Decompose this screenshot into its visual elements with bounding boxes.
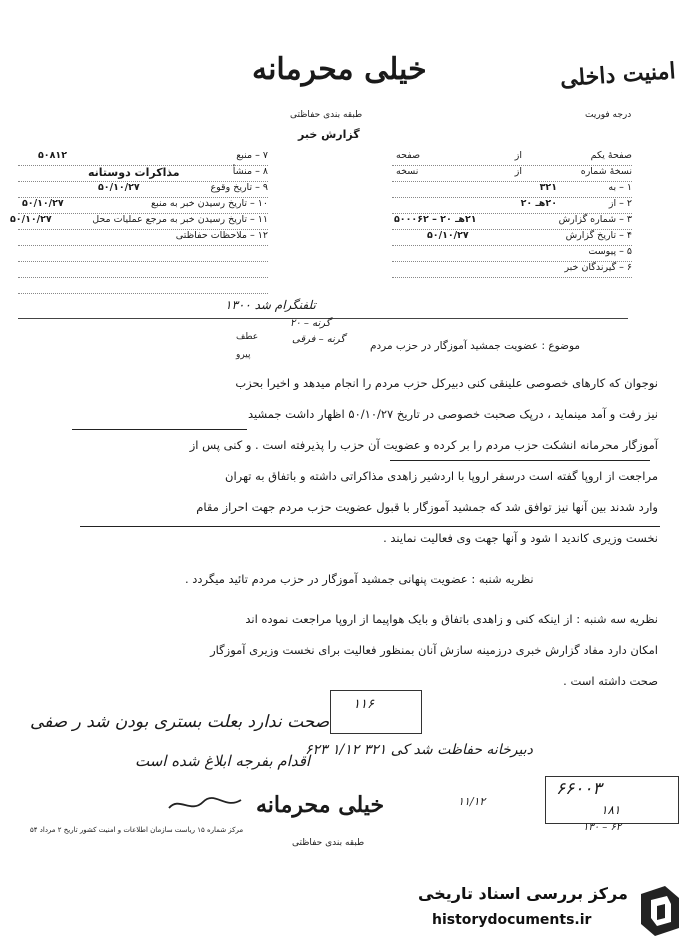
- blank-line: [18, 262, 268, 278]
- registry-stamp-box: [330, 690, 422, 734]
- field-copy-number: نسخهٔ شماره از نسخه: [392, 166, 632, 182]
- body-line: مراجعت از اروپا گفته است درسفر اروپا با اردشیر زاهدی مذاکراتی داشته و باتفاق به تهران: [225, 469, 658, 483]
- opinion-line: صحت داشته است .: [563, 674, 658, 688]
- subject-line: موضوع : عضویت جمشید آموزگار در حزب مردم: [370, 340, 581, 352]
- footer-code: ۱۳۰ – ۶۲: [583, 822, 622, 833]
- report-body: [40, 376, 658, 562]
- handwritten-annotation: اقدام بفرجه ابلاغ شده است: [135, 752, 311, 770]
- atf-prev: پیرو: [236, 350, 251, 360]
- margin-note-2: گرنه – فرقی: [292, 334, 346, 345]
- footer-classification: خیلی محرمانه: [256, 792, 385, 818]
- atf-label: عطف: [236, 332, 259, 342]
- opinion-saturday: نظریه شنبه : عضویت پنهانی جمشید آموزگار در حزب مردم تائید میگردد .: [185, 572, 534, 586]
- underline-mark: [390, 460, 650, 461]
- box-code: ۱۸۱: [601, 803, 621, 817]
- right-fields: [392, 150, 632, 278]
- footer-small-print: مرکز شماره ۱۵ ریاست سازمان اطلاعات و امنیت کشور تاریخ ۲ مرداد ۵۴: [30, 826, 244, 834]
- blank-line: [18, 246, 268, 262]
- blank-line: [18, 278, 268, 294]
- classification-heading: خیلی محرمانه: [252, 52, 427, 87]
- field-report-number: ۳ – شماره گزارش ۲۱هـ ۲۰ – ۵۰۰۰۶۲: [392, 214, 632, 230]
- field-local-received-date: ۱۱ – تاریخ رسیدن خبر به مرجع عملیات محل ۵۰/۱۰/۲۷: [18, 214, 268, 230]
- field-recipients: ۶ – گیرندگان خبر: [392, 262, 632, 278]
- signature-icon: [165, 790, 245, 820]
- body-line: نوجوان که کارهای خصوصی علینقی کنی دبیرکل حزب مردم را انجام میدهد و اخیرا بحزب: [235, 376, 658, 390]
- field-occurrence-date: ۹ – تاریخ وقوع ۵۰/۱۰/۲۷: [18, 182, 268, 198]
- date-note: ۱۱/۱۲: [458, 795, 486, 808]
- field-origin: ۸ – منشأ مذاکرات دوستانه: [18, 166, 268, 182]
- field-value: ۵۰/۱۰/۲۷: [427, 230, 469, 241]
- report-title: گزارش خبر: [298, 128, 360, 141]
- body-line: آموزگار محرمانه انشکت حزب مردم را بر کرده و عضویت آن حزب را پذیرفته است . و کنی پس از: [189, 438, 658, 452]
- field-value: ۳۲۱: [539, 182, 557, 193]
- field-report-date: ۴ – تاریخ گزارش ۵۰/۱۰/۲۷: [392, 230, 632, 246]
- field-source: ۷ – منبع ۵۰۸۱۲: [18, 150, 268, 166]
- field-value: ۲۰هـ ۲۰: [520, 198, 557, 209]
- urgency-caption: درجه فوریت: [585, 110, 632, 120]
- underline-mark: [80, 526, 660, 527]
- field-source-received-date: ۱۰ – تاریخ رسیدن خبر به منبع ۵۰/۱۰/۲۷: [18, 198, 268, 214]
- body-line: وارد شدند بین آنها نیز توافق شد که جمشید آموزگار با قبول عضویت حزب مردم جهت احراز مقام: [196, 500, 658, 514]
- field-value: ۲۱هـ ۲۰ – ۵۰۰۰۶۲: [394, 214, 477, 225]
- field-value: ۵۰/۱۰/۲۷: [22, 198, 64, 209]
- body-line: نیز رفت و آمد مینماید ، درپک صحبت خصوصی در تاریخ ۵۰/۱۰/۲۷ اظهار داشت جمشید: [247, 407, 658, 421]
- field-attachment: ۵ – پیوست: [392, 246, 632, 262]
- stamp-number: ۱۱۶: [353, 697, 374, 712]
- margin-note-1: گرنه – ۲۰: [290, 318, 331, 329]
- watermark-logo-icon: [635, 884, 685, 938]
- box-code: ۶۶۰۰۳: [556, 779, 602, 799]
- watermark-url: historydocuments.ir: [432, 912, 592, 928]
- body-line: نخست وزیری کاندید ا شود و آنها جهت وی فعالیت نمایند .: [383, 531, 658, 545]
- classification-caption: طبقه بندی حفاظتی: [290, 110, 363, 120]
- field-from: ۲ – از ۲۰هـ ۲۰: [392, 198, 632, 214]
- watermark-title: مرکز بررسی اسناد تاریخی: [418, 884, 628, 903]
- field-value: ۵۰/۱۰/۲۷: [98, 182, 140, 193]
- field-protection-notes: ۱۲ – ملاحظات حفاظتی: [18, 230, 268, 246]
- telegram-note: تلفنگرام شد ۱۳۰۰: [225, 298, 316, 312]
- field-value: ۵۰۸۱۲: [38, 150, 67, 161]
- left-fields: [10, 150, 268, 294]
- field-value: ۵۰/۱۰/۲۷: [10, 214, 52, 225]
- handwritten-annotation: صحت ندارد بعلت بستری بودن شد ر صفی: [30, 712, 330, 732]
- urgency-stamp: امنیت داخلی: [559, 58, 677, 92]
- underline-mark: [72, 429, 247, 430]
- opinion-line: نظریه سه شنبه : از اینکه کنی و زاهدی باتفاق و بایک هواپیما از اروپا مراجعت نموده اند: [245, 612, 658, 626]
- field-value: مذاکرات دوستانه: [88, 166, 180, 179]
- registry-note: دبیرخانه حفاظت شد کی ۳۲۱ ۱/۱۲ ۶۲۳: [305, 742, 533, 758]
- field-page: صفحهٔ یکم از صفحه: [392, 150, 632, 166]
- field-to: ۱ – به ۳۲۱: [392, 182, 632, 198]
- code-box: [545, 776, 679, 824]
- footer-caption: طبقه بندی حفاظتی: [292, 838, 365, 848]
- opinion-line: امکان دارد مفاد گزارش خبری درزمینه سازش آنان بمنظور فعالیت برای نخست وزیری آموزگار: [210, 643, 658, 657]
